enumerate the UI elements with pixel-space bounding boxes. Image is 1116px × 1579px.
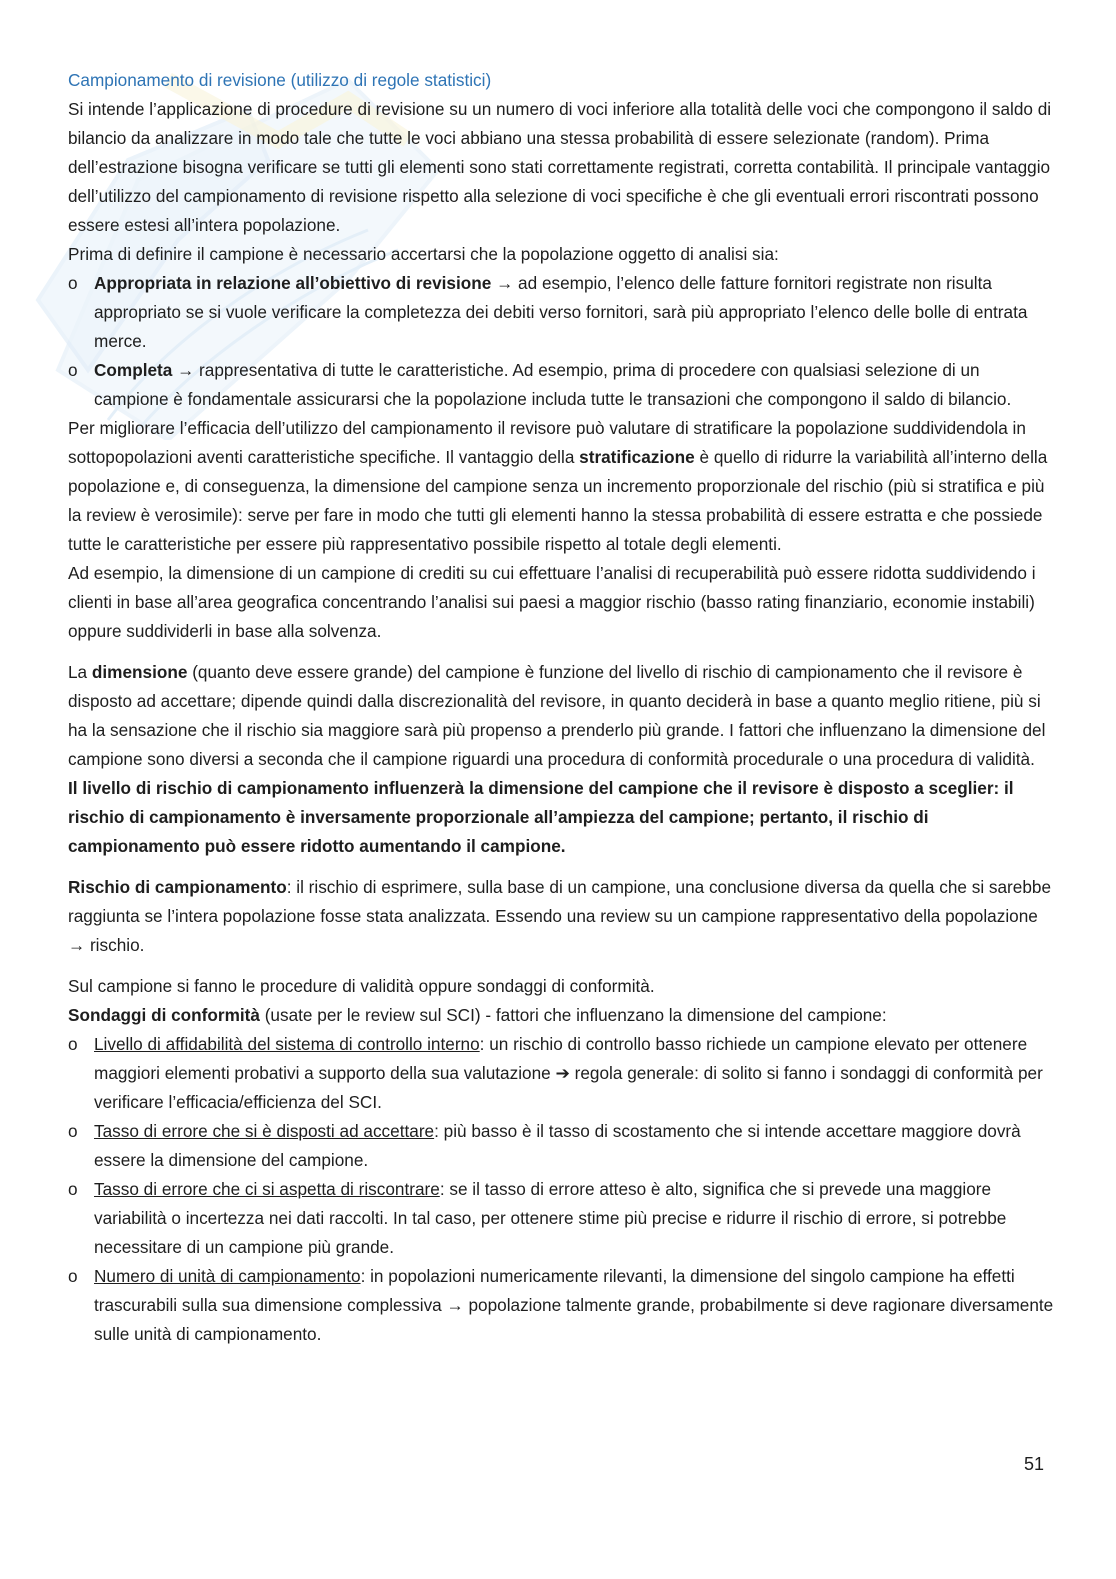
paragraph-example: Ad esempio, la dimensione di un campione di crediti su cui effettuare l’analisi di recuperabilità può essere ridotta suddividendo i clienti in base all’area geografica concentrando l’analisi sui paesi a maggior rischio (basso rating finanziario, economie instabili) oppure suddividerli in base alla solvenza. bbox=[68, 563, 1036, 641]
paragraph-definition: Si intende l’applicazione di procedure di revisione su un numero di voci inferiore alla totalità delle voci che compongono il saldo di bilancio da analizzare in modo tale che tutte le voci abbiano una stessa probabilità di essere selezionate (random). Prima dell’estrazione bisogna verificare se tutti gli elementi sono stati correttamente registrati, corretta contabilità. Il principale vantaggio dell’utilizzo del campionamento di revisione rispetto alla selezione di voci specifiche è che gli eventuali errori riscontrati possono essere estesi all’intera popolazione. bbox=[68, 99, 1052, 235]
page-number: 51 bbox=[1023, 1454, 1044, 1474]
list-item-text: : un rischio di controllo basso richiede un campione elevato per ottenere maggiori elementi probativi a supporto della sua valutazione ➔ regola generale: di solito si fanno i sondaggi di conformità per verificare l’efficacia/efficienza del SCI. bbox=[94, 1034, 1043, 1112]
list-item-text: : se il tasso di errore atteso è alto, significa che si prevede una maggiore variabilità o incertezza nei dati raccolti. In tal caso, per ottenere stime più precise e ridurre il rischio di errore, si potrebbe necessitare di un campione più grande. bbox=[94, 1179, 1007, 1257]
list-item-text: : in popolazioni numericamente rilevanti, la dimensione del singolo campione ha effetti trascurabili sulla sua dimensione complessiva → popolazione talmente grande, probabilmente si deve ragionare diversamente sulle unità di campionamento. bbox=[94, 1266, 1054, 1344]
list-item-text: → rappresentativa di tutte le caratteristiche. Ad esempio, prima di procedere con qualsiasi selezione di un campione è fondamentale assicurarsi che la popolazione includa tutte le transazioni che compongono il saldo di bilancio. bbox=[94, 360, 1012, 409]
paragraph-compliance-tests: Sondaggi di conformità (usate per le review sul SCI) - fattori che influenzano la dimensione del campione: bbox=[68, 1005, 887, 1025]
paragraph-stratification: Per migliorare l’efficacia dell’utilizzo del campionamento il revisore può valutare di stratificare la popolazione suddividendola in sottopopolazioni aventi caratteristiche specifiche. Il vantaggio della stratificazione è quello di ridurre la variabilità all’interno della popolazione e, di conseguenza, la dimensione del campione senza un incremento proporzionale del rischio (più si stratifica e più la review è verosimile): serve per fare in modo che tutti gli elementi hanno la stessa probabilità di essere estratta e che possiede tutte le caratteristiche per essere più rappresentativo possibile rispetto al totale degli elementi. bbox=[68, 418, 1048, 554]
list-item bbox=[68, 269, 1058, 356]
term-dimensione: dimensione bbox=[91, 662, 188, 682]
paragraph-risk-bold: Il livello di rischio di campionamento influenzerà la dimensione del campione che il revisore è disposto a sceglier: il rischio di campionamento è inversamente proporzionale all’ampiezza del campione; pertanto, il rischio di campionamento può essere ridotto aumentando il campione. bbox=[68, 778, 1014, 856]
list-item-term: Completa bbox=[94, 360, 173, 380]
term-sondaggi-conformita: Sondaggi di conformità bbox=[68, 1005, 260, 1025]
list-item bbox=[68, 1175, 1058, 1262]
term-stratificazione: stratificazione bbox=[579, 447, 695, 467]
list-item bbox=[68, 1117, 1058, 1175]
list-item bbox=[68, 1030, 1058, 1117]
page-content bbox=[68, 66, 1058, 1349]
list-item-text: → ad esempio, l’elenco delle fatture fornitori registrate non risulta appropriato se si vuole verificare la completezza dei debiti verso fornitori, sarà più appropriato l’elenco delle bolle di entrata merce. bbox=[94, 273, 1028, 351]
term-rischio-campionamento: Rischio di campionamento bbox=[68, 877, 287, 897]
sample-size-factors-list bbox=[68, 1030, 1058, 1349]
list-item-text: : più basso è il tasso di scostamento che si intende accettare maggiore dovrà essere la dimensione del campione. bbox=[94, 1121, 1021, 1170]
list-item-term: Tasso di errore che ci si aspetta di riscontrare bbox=[94, 1179, 440, 1199]
section-heading: Campionamento di revisione (utilizzo di regole statistici) bbox=[68, 70, 492, 90]
paragraph-population-intro: Prima di definire il campione è necessario accertarsi che la popolazione oggetto di analisi sia: bbox=[68, 244, 779, 264]
list-item-term: Appropriata in relazione all’obiettivo di revisione bbox=[94, 273, 492, 293]
population-requirements-list bbox=[68, 269, 1058, 414]
list-item bbox=[68, 356, 1058, 414]
list-item-term: Numero di unità di campionamento bbox=[94, 1266, 361, 1286]
list-item bbox=[68, 1262, 1058, 1349]
list-item-term: Tasso di errore che si è disposti ad accettare bbox=[94, 1121, 435, 1141]
list-item-term: Livello di affidabilità del sistema di controllo interno bbox=[94, 1034, 480, 1054]
paragraph-procedures: Sul campione si fanno le procedure di validità oppure sondaggi di conformità. bbox=[68, 976, 655, 996]
paragraph-sampling-risk: Rischio di campionamento: il rischio di esprimere, sulla base di un campione, una conclusione diversa da quella che si sarebbe raggiunta se l’intera popolazione fosse stata analizzata. Essendo una review su un campione rappresentativo della popolazione → rischio. bbox=[68, 877, 1052, 955]
paragraph-dimension: La dimensione (quanto deve essere grande) del campione è funzione del livello di rischio di campionamento che il revisore è disposto ad accettare; dipende quindi dalla discrezionalità del revisore, in quanto deciderà in base a quanto meglio ritiene, più si ha la sensazione che il rischio sia maggiore sarà più propenso a prenderlo più grande. I fattori che influenzano la dimensione del campione sono diversi a seconda che il campione riguardi una procedura di conformità procedurale o una procedura di validità. bbox=[68, 662, 1046, 769]
